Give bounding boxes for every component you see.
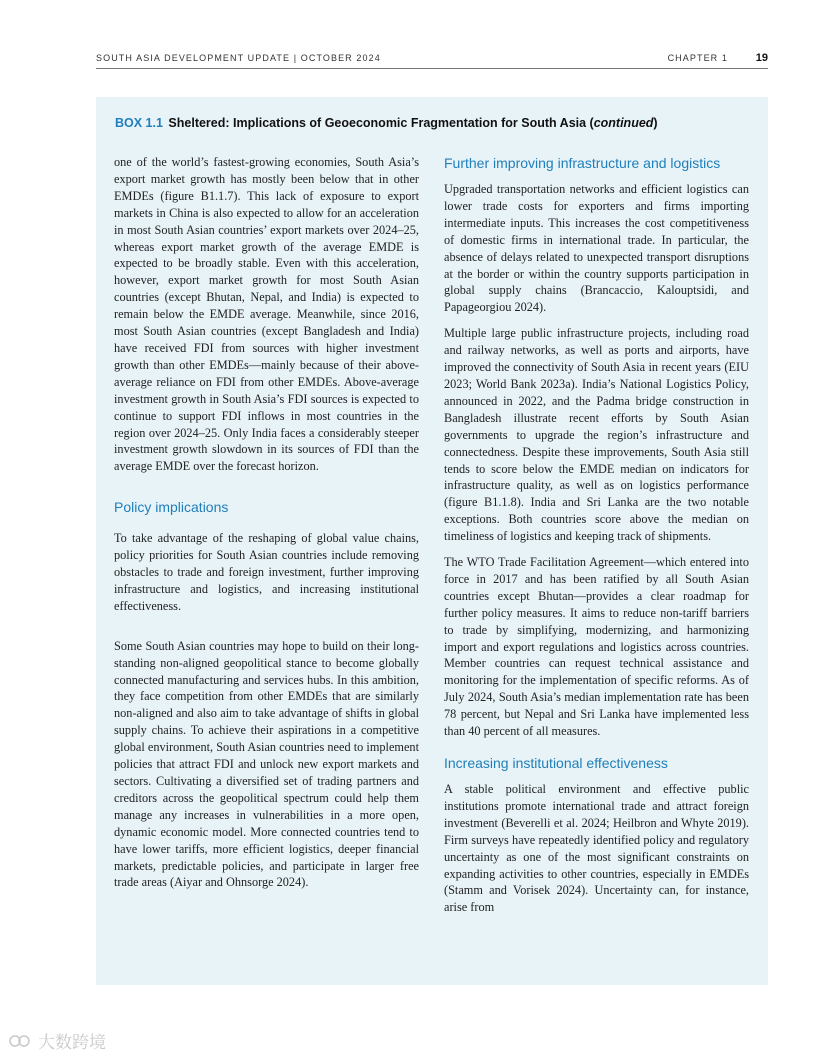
section-heading-infrastructure: Further improving infrastructure and logistics [444,155,721,171]
page-number: 19 [755,52,768,64]
header-divider [96,68,768,69]
section-heading-institutional: Increasing institutional effectiveness [444,755,668,771]
running-header [96,53,768,67]
paragraph: A stable political environment and effective public institutions promote international trade and attract foreign investment (Beverelli et al. 2024; Heilbron and Whyte 2019). Firm surveys have repeatedly identified policy and regulatory uncertainty as one of the most significant constraints on expanding activities to other countries, especially in EMDEs (Stamm and Vorisek 2024). Uncertainty can, for instance, arise from [444,782,749,915]
section-heading-policy: Policy implications [114,499,229,516]
watermark-logo-icon [8,1032,34,1050]
paragraph: one of the world’s fastest-growing economies, South Asia’s export market growth has mostly been below that in other EMDEs (figure B1.1.7). This lack of exposure to export markets in China is also expected to allow for an acceleration in most South Asian countries’ export markets over 2024–25, whereas export market growth of the average EMDE is expected to be broadly stable. Even with this acceleration, however, export market growth for most South Asian countries (except Bhutan, Nepal, and India) is expected to remain below the EMDE average. Meanwhile, since 2016, most South Asian countries (except Bangladesh and India) have received FDI from sources with higher investment growth than other EMDEs—mainly because of their above-average reliance on FDI from other EMDEs. Above-average investment growth in South Asia’s FDI sources is expected to continue to support FDI inflows in most countries in the region over 2024–25. Only India faces a considerably steeper investment growth slowdown in its sources of FDI than the average EMDE over the forecast horizon. [114,155,419,474]
paragraph: The WTO Trade Facilitation Agreement—which entered into force in 2017 and has been ratified by all South Asian countries except Bhutan—provides a clear roadmap for further policy measures. It aims to reduce non-tariff barriers to trade by simplifying, modernizing, and harmonizing import and export regulations and logistics across countries. Member countries can request technical assistance and monitoring for the implementation of specific reforms. As of July 2024, South Asia’s median implementation rate has been 78 percent, but Nepal and Sri Lanka have implemented less than 40 percent of all measures. [444,555,749,739]
paragraph: Multiple large public infrastructure projects, including road and railway networks, as well as ports and airports, have improved the connectivity of South Asia in recent years (EIU 2023; World Bank 2023a). India’s National Logistics Policy, announced in 2022, and the Padma bridge construction in Bangladesh illustrate recent efforts by South Asian governments to upgrade the region’s infrastructure and connectedness. Despite these improvements, South Asia still tends to score below the EMDE median on indicators for infrastructure quality, as well as on logistics performance (figure B1.1.8). India and Sri Lanka are the two notable exceptions. Both countries score above the median on timeliness of logistics and keeping track of shipments. [444,326,749,544]
box-label: BOX 1.1 [115,116,163,130]
paragraph: Some South Asian countries may hope to build on their long-standing non-aligned geopolitical stance to become globally connected manufacturing and services hubs. In this ambition, they face competition from other EMDEs that are similarly non-aligned and also aim to take advantage of shifts in global supply chains. To achieve their aspirations in a competitive global environment, South Asian countries need to implement policies that attract FDI and unlock new export markets and sectors. Cultivating a diversified set of trading partners and creditors across the geopolitical spectrum could help them manage any increases in vulnerabilities in a more open, dynamic economic model. More connected countries tend to have lower tariffs, more efficient logistics, deeper financial markets, predictable policies, and participate in larger free trade areas (Aiyar and Ohnsorge 2024). [114,638,419,890]
left-column [114,154,419,891]
right-column [444,154,749,916]
chapter-label: CHAPTER 1 [667,53,728,63]
box-title [115,116,755,130]
box-title-end: ) [653,116,658,130]
paragraph: To take advantage of the reshaping of global value chains, policy priorities for South Asian countries include removing obstacles to trade and foreign investment, further improving infrastructure and logistics, and increasing institutional effectiveness. [114,531,419,613]
box-title-text: Sheltered: Implications of Geoeconomic Fragmentation for South Asia ( [168,116,594,130]
box-1-1 [96,97,768,985]
watermark-text: 大数跨境 [38,1033,106,1053]
paragraph: Upgraded transportation networks and efficient logistics can lower trade costs for exporters and firms importing intermediate inputs. This increases the cost competitiveness of domestic firms in international trade. In particular, the absence of delays related to unexpected transport disruptions at the border or within the country supports participation in global supply chains (Brancaccio, Kalouptsidi, and Papageorgiou 2024). [444,182,749,315]
watermark [8,1028,106,1053]
box-title-continued: continued [593,116,654,130]
publication-title: SOUTH ASIA DEVELOPMENT UPDATE | OCTOBER 2024 [96,53,381,63]
